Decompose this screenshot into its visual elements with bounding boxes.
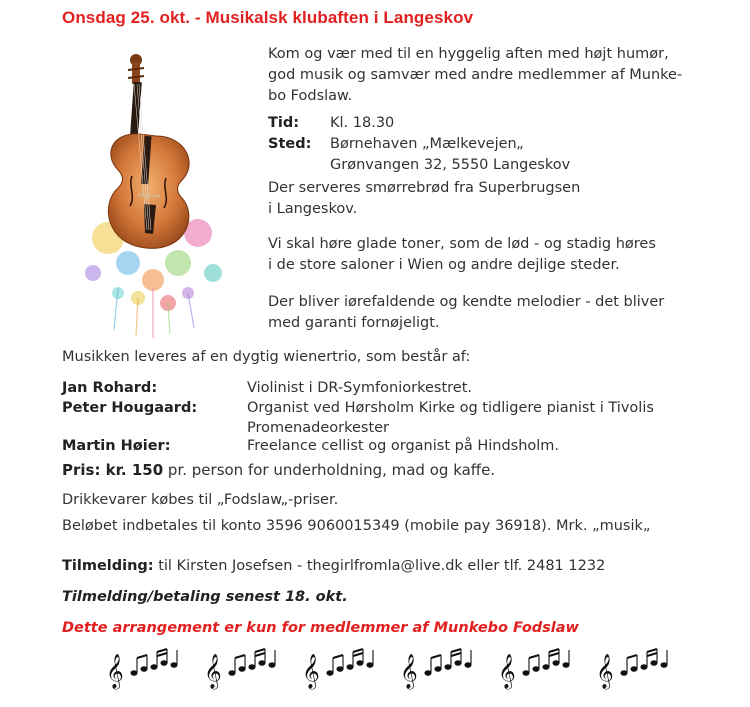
paragraph-line: Vi skal høre glade toner, som de lød - og stadig høres [268,236,656,252]
intro-line: Kom og vær med til en hyggelig aften med højt humør, [268,46,669,62]
treble-clef-icon [596,649,667,690]
music-notes-decoration [104,643,684,691]
treble-clef-icon [204,649,275,690]
drinks-line: Drikkevarer købes til „Fodslaw„-priser. [62,492,339,508]
price-line [62,461,495,479]
paragraph-line: med garanti fornøjeligt. [268,315,440,331]
event-title: Onsdag 25. okt. - Musikalsk klubaften i Langeskov [62,8,474,27]
place-label: Sted: [268,136,312,152]
musicians-intro: Musikken leveres af en dygtig wienertrio, som består af: [62,349,471,365]
registration-text: til Kirsten Josefsen - thegirlfromla@live.dk eller tlf. 2481 1232 [153,558,606,574]
deadline-line: Tilmelding/betaling senest 18. okt. [62,589,348,605]
paragraph-melodies [268,292,728,334]
registration-label: Tilmelding: [62,558,154,574]
musician-role [247,378,727,398]
time-label: Tid: [268,115,300,131]
time-value: Kl. 18.30 [330,115,395,131]
musician-name: Martin Høier: [62,438,171,454]
role-line: Freelance cellist og organist på Hindsholm. [247,438,560,454]
treble-clef-icon [302,649,373,690]
paragraph-line: Der serveres smørrebrød fra Superbrugsen [268,180,581,196]
paragraph-music [268,234,728,276]
price-label: Pris: kr. 150 [62,461,164,479]
role-line: Organist ved Hørsholm Kirke og tidligere pianist i Tivolis [247,400,654,416]
violin-illustration [48,48,258,338]
musician-name: Peter Hougaard: [62,400,198,416]
place-row-2 [330,155,570,176]
intro-line: god musik og samvær med andre medlemmer af Munke- [268,67,683,83]
place-line-2: Grønvangen 32, 5550 Langeskov [330,157,571,173]
paragraph-line: Der bliver iørefaldende og kendte melodier - det bliver [268,294,665,310]
payment-line: Beløbet indbetales til konto 3596 9060015349 (mobile pay 36918). Mrk. „musik„ [62,518,651,534]
paragraph-line: i de store saloner i Wien og andre dejlige steder. [268,257,620,273]
role-line: Promenadeorkester [247,420,390,436]
treble-clef-icon [498,649,569,690]
role-line: Violinist i DR-Symfoniorkestret. [247,380,472,396]
place-row [268,134,524,155]
intro-line: bo Fodslaw. [268,88,353,104]
registration-line [62,558,605,574]
musician-name: Jan Rohard: [62,380,158,396]
paragraph-line: i Langeskov. [268,201,358,217]
members-only-note: Dette arrangement er kun for medlemmer af Munkebo Fodslaw [62,620,579,636]
treble-clef-icon [400,649,471,690]
intro-text [268,44,728,107]
paragraph-food [268,178,728,220]
price-text: pr. person for underholdning, mad og kaffe. [163,461,496,479]
musician-role [247,436,727,456]
time-row [268,113,394,134]
svg-text:𝄞: 𝄞 [106,654,124,689]
place-line-1: Børnehaven „Mælkevejen„ [330,136,524,152]
musician-role [247,398,727,438]
treble-clef-icon [106,649,177,690]
